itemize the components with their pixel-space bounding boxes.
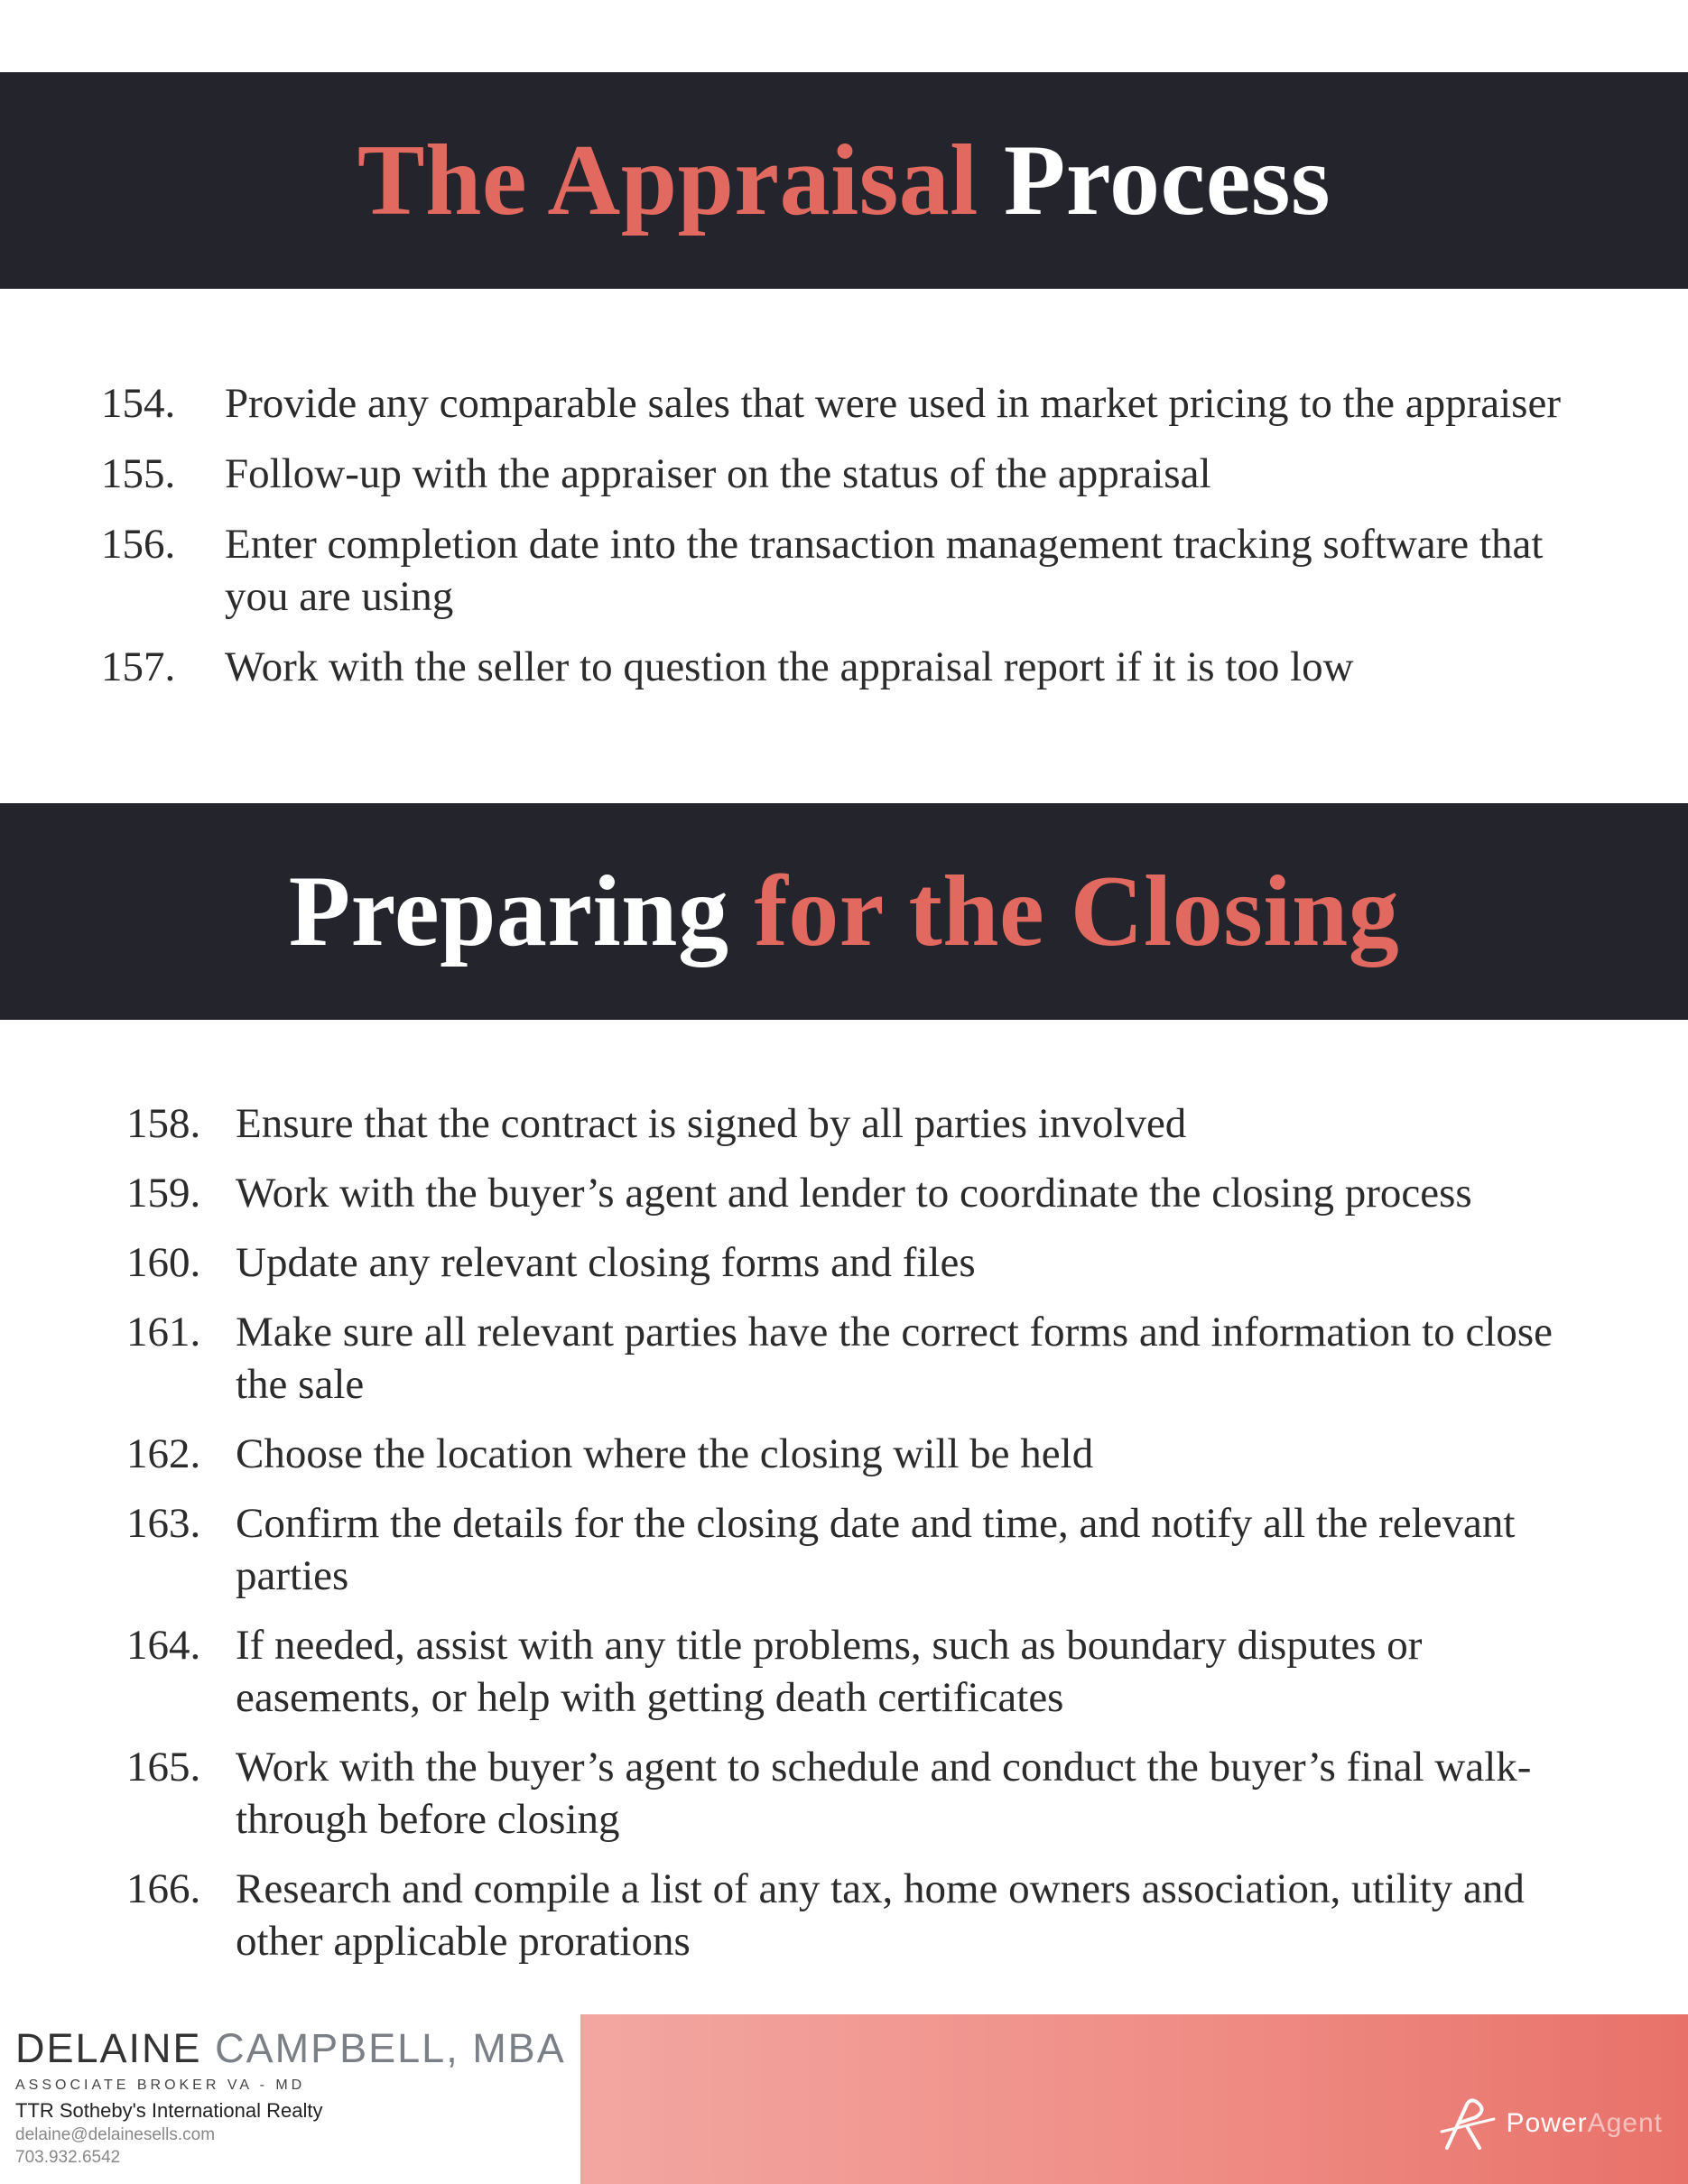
item-text: Update any relevant closing forms and files xyxy=(236,1239,976,1286)
item-text: Ensure that the contract is signed by all parties involved xyxy=(236,1100,1187,1147)
item-text: Work with the buyer’s agent and lender to coordinate the closing process xyxy=(236,1170,1472,1217)
brand-word-power: Power xyxy=(1506,2108,1588,2138)
list-item xyxy=(126,1306,1607,1411)
closing-task-list xyxy=(126,1097,1607,1985)
list-item xyxy=(126,1863,1607,1967)
banner-title-rest: Process xyxy=(1003,124,1331,236)
item-number: 155. xyxy=(101,450,176,497)
item-number: 162. xyxy=(126,1430,201,1477)
appraisal-task-list xyxy=(101,377,1581,711)
list-item xyxy=(126,1497,1607,1602)
section-banner-closing xyxy=(0,803,1688,1020)
agent-phone: 703.932.6542 xyxy=(15,2148,121,2167)
banner-title-highlight: The Appraisal xyxy=(357,124,978,236)
item-number: 163. xyxy=(126,1500,201,1547)
agent-contact-card xyxy=(0,2014,580,2184)
item-text: If needed, assist with any title problems, such as boundary disputes or easements, or help with getting death certificates xyxy=(236,1622,1423,1721)
item-number: 165. xyxy=(126,1744,201,1791)
item-text: Choose the location where the closing will be held xyxy=(236,1430,1094,1477)
list-item xyxy=(101,448,1581,500)
item-number: 161. xyxy=(126,1309,201,1356)
list-item xyxy=(126,1428,1607,1480)
power-agent-logo-icon xyxy=(1440,2096,1501,2152)
item-text: Follow-up with the appraiser on the status of the appraisal xyxy=(225,450,1211,497)
item-number: 166. xyxy=(126,1865,201,1912)
agent-first-name: DELAINE xyxy=(15,2025,202,2071)
item-number: 164. xyxy=(126,1622,201,1669)
item-text: Confirm the details for the closing date and time, and notify all the relevant parties xyxy=(236,1500,1516,1599)
list-item xyxy=(126,1236,1607,1289)
item-text: Enter completion date into the transaction management tracking software that you are using xyxy=(225,521,1544,620)
list-item xyxy=(101,518,1581,623)
banner-title-highlight: for the Closing xyxy=(754,855,1400,967)
agent-name xyxy=(15,2025,580,2072)
brand-word-agent: Agent xyxy=(1587,2108,1663,2138)
list-item xyxy=(101,377,1581,430)
list-item xyxy=(126,1619,1607,1724)
item-text: Research and compile a list of any tax, home owners association, utility and other applicable prorations xyxy=(236,1865,1525,1965)
item-text: Work with the seller to question the appraisal report if it is too low xyxy=(225,643,1354,690)
item-text: Work with the buyer’s agent to schedule and conduct the buyer’s final walk-through before closing xyxy=(236,1744,1532,1843)
item-text: Make sure all relevant parties have the correct forms and information to close the sale xyxy=(236,1309,1554,1408)
item-number: 156. xyxy=(101,521,176,568)
list-item xyxy=(126,1097,1607,1150)
list-item xyxy=(126,1741,1607,1846)
footer-brand-panel xyxy=(580,2014,1688,2184)
agent-brokerage: TTR Sotheby's International Realty xyxy=(15,2099,323,2122)
agent-last-name: CAMPBELL, MBA xyxy=(215,2025,566,2071)
power-agent-logo xyxy=(1440,2096,1663,2152)
item-number: 160. xyxy=(126,1239,201,1286)
item-number: 159. xyxy=(126,1170,201,1217)
banner-title-rest: Preparing xyxy=(288,855,729,967)
item-number: 158. xyxy=(126,1100,201,1147)
item-number: 154. xyxy=(101,380,176,427)
item-text: Provide any comparable sales that were used in market pricing to the appraiser xyxy=(225,380,1561,427)
list-item xyxy=(126,1167,1607,1219)
agent-role: ASSOCIATE BROKER VA - MD xyxy=(15,2078,306,2093)
item-number: 157. xyxy=(101,643,176,690)
section-banner-appraisal xyxy=(0,72,1688,289)
agent-email-link[interactable]: delaine@delainesells.com xyxy=(15,2125,216,2144)
power-agent-wordmark xyxy=(1507,2108,1663,2139)
list-item xyxy=(101,641,1581,693)
footer xyxy=(0,2014,1688,2184)
